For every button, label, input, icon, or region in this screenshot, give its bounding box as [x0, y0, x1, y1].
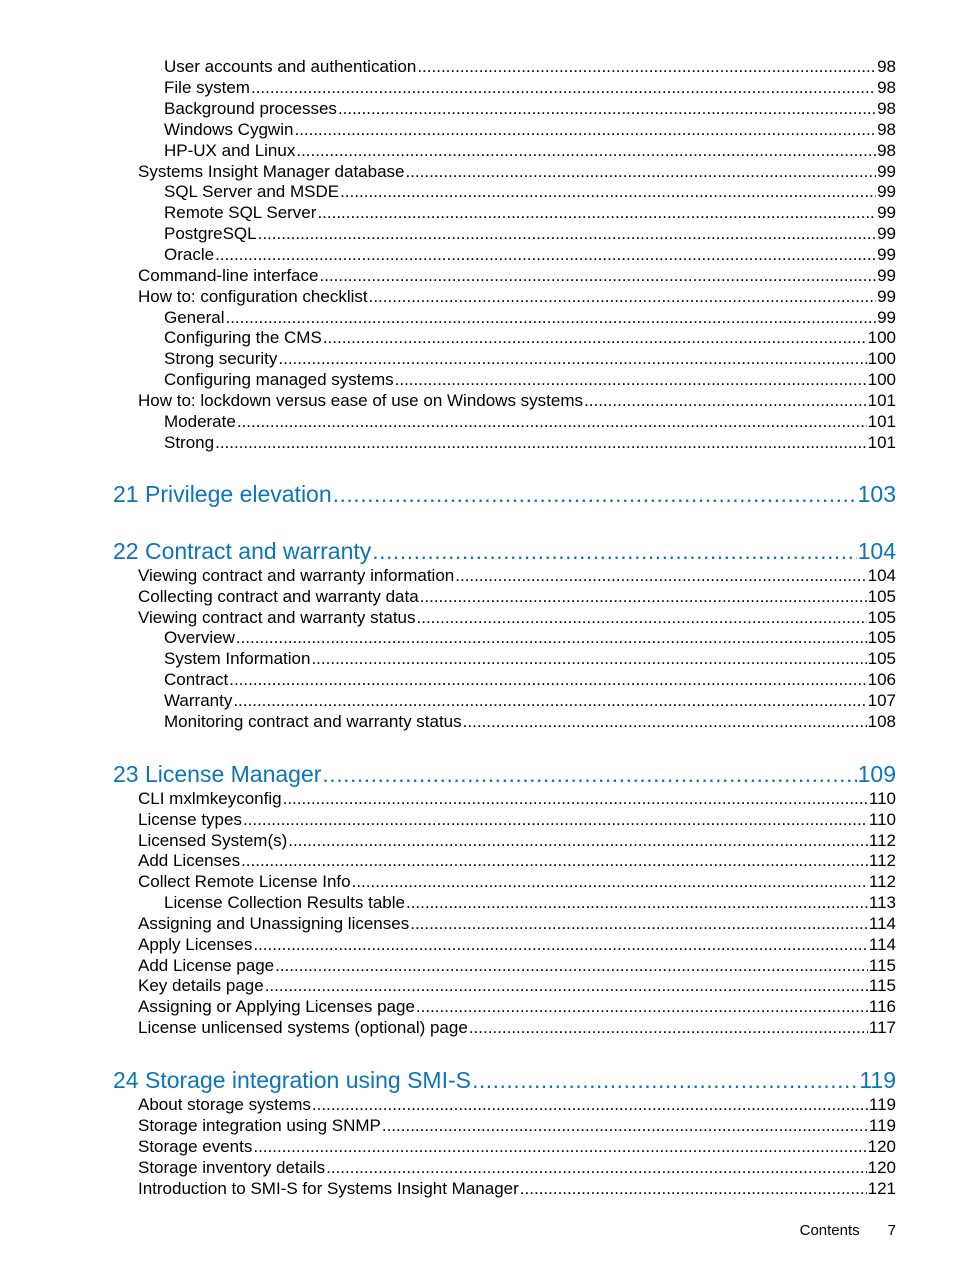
toc-entry[interactable] — [164, 181, 896, 202]
toc-entry[interactable] — [164, 369, 896, 390]
toc-entry-page-number: 104 — [857, 538, 896, 564]
dot-leader — [416, 996, 868, 1017]
toc-entry[interactable] — [138, 975, 896, 996]
toc-entry-title: About storage systems — [138, 1095, 311, 1114]
toc-entry-page-number: 120 — [867, 1137, 896, 1156]
toc-entry-page-number: 112 — [868, 872, 896, 891]
toc-entry-title: Storage events — [138, 1137, 253, 1156]
toc-entry-title: Configuring managed systems — [164, 370, 394, 389]
toc-entry[interactable] — [164, 327, 896, 348]
toc-entry-title: PostgreSQL — [164, 224, 257, 243]
dot-leader — [288, 830, 868, 851]
toc-entry[interactable] — [138, 871, 896, 892]
toc-entry-page-number: 108 — [867, 712, 896, 731]
toc-entry[interactable] — [164, 307, 896, 328]
toc-entry-page-number: 121 — [867, 1179, 896, 1198]
toc-entry-page-number: 105 — [867, 628, 896, 647]
toc-entry-title: CLI mxlmkeyconfig — [138, 789, 282, 808]
toc-entry-title: Oracle — [164, 245, 215, 264]
toc-entry-page-number: 100 — [867, 370, 896, 389]
dot-leader — [455, 565, 866, 586]
toc-entry-title: File system — [164, 78, 250, 97]
toc-entry[interactable] — [138, 1136, 896, 1157]
toc-entry[interactable] — [164, 432, 896, 453]
toc-entry[interactable] — [138, 850, 896, 871]
toc-entry-title: Strong — [164, 433, 215, 452]
toc-entry[interactable] — [138, 586, 896, 607]
toc-entry[interactable] — [138, 1178, 896, 1199]
dot-leader — [215, 432, 867, 453]
dot-leader — [406, 892, 868, 913]
toc-entry-title: Moderate — [164, 412, 236, 431]
toc-entry-page-number: 99 — [877, 162, 896, 181]
toc-entry[interactable] — [164, 140, 896, 161]
dot-leader — [258, 223, 876, 244]
toc-entry-page-number: 104 — [867, 566, 896, 585]
dot-leader — [319, 265, 876, 286]
toc-entry[interactable] — [138, 607, 896, 628]
dot-leader — [417, 56, 876, 77]
dot-leader — [469, 1017, 868, 1038]
toc-entry-title: System Information — [164, 649, 311, 668]
dot-leader — [323, 327, 867, 348]
dot-leader — [317, 202, 876, 223]
dot-leader — [311, 648, 866, 669]
toc-entry[interactable] — [138, 565, 896, 586]
toc-entry[interactable] — [138, 788, 896, 809]
toc-entry[interactable] — [138, 934, 896, 955]
toc-entry[interactable] — [164, 98, 896, 119]
toc-entry-page-number: 110 — [868, 810, 896, 829]
toc-entry-page-number: 99 — [877, 308, 896, 327]
toc-entry-page-number: 101 — [867, 391, 896, 410]
toc-entry[interactable] — [138, 286, 896, 307]
toc-entry-page-number: 99 — [877, 287, 896, 306]
toc-entry-title: Monitoring contract and warranty status — [164, 712, 462, 731]
dot-leader — [405, 161, 876, 182]
toc-entry[interactable] — [138, 161, 896, 182]
dot-leader — [410, 913, 868, 934]
toc-entry-page-number: 98 — [877, 57, 896, 76]
toc-entry-title: Add Licenses — [138, 851, 241, 870]
dot-leader — [215, 244, 876, 265]
toc-entry[interactable] — [164, 244, 896, 265]
toc-entry[interactable] — [164, 77, 896, 98]
toc-entry-page-number: 114 — [868, 914, 896, 933]
dot-leader — [382, 1115, 868, 1136]
toc-entry-title: Collect Remote License Info — [138, 872, 351, 891]
toc-entry[interactable] — [164, 690, 896, 711]
toc-entry-title: License types — [138, 810, 242, 829]
dot-leader — [472, 1066, 858, 1094]
toc-entry-title: Viewing contract and warranty status — [138, 608, 416, 627]
toc-entry-title: Configuring the CMS — [164, 328, 322, 347]
dot-leader — [372, 537, 856, 565]
toc-entry[interactable] — [164, 648, 896, 669]
dot-leader — [520, 1178, 867, 1199]
dot-leader — [584, 390, 867, 411]
toc-entry-page-number: 110 — [868, 789, 896, 808]
toc-entry-page-number: 100 — [867, 349, 896, 368]
toc-entry-title: Strong security — [164, 349, 278, 368]
toc-entry-title: SQL Server and MSDE — [164, 182, 340, 201]
toc-entry-page-number: 105 — [867, 649, 896, 668]
toc-entry[interactable] — [164, 711, 896, 732]
toc-entry-title: Command-line interface — [138, 266, 319, 285]
toc-entry-page-number: 99 — [877, 224, 896, 243]
toc-entry-title: License unlicensed systems (optional) page — [138, 1018, 468, 1037]
toc-entry[interactable] — [138, 955, 896, 976]
toc-entry-page-number: 98 — [877, 99, 896, 118]
toc-entry[interactable] — [138, 1115, 896, 1136]
dot-leader — [369, 286, 876, 307]
toc-entry[interactable] — [164, 202, 896, 223]
toc-entry-page-number: 105 — [867, 608, 896, 627]
dot-leader — [229, 669, 866, 690]
page-footer — [800, 1222, 896, 1239]
dot-leader — [338, 98, 876, 119]
toc-entry-page-number: 98 — [877, 141, 896, 160]
dot-leader — [420, 586, 867, 607]
toc-entry[interactable] — [138, 1157, 896, 1178]
dot-leader — [233, 690, 866, 711]
dot-leader — [333, 480, 857, 508]
toc-entry-title: 22 Contract and warranty — [113, 538, 372, 564]
toc-entry-title: Licensed System(s) — [138, 831, 288, 850]
dot-leader — [253, 934, 868, 955]
toc-entry-title: User accounts and authentication — [164, 57, 417, 76]
toc-entry-title: Overview — [164, 628, 235, 647]
toc-entry[interactable] — [164, 411, 896, 432]
toc-entry-title: Warranty — [164, 691, 233, 710]
toc-entry-page-number: 115 — [868, 976, 896, 995]
toc-chapter-entry[interactable] — [113, 1066, 896, 1094]
dot-leader — [294, 119, 876, 140]
toc-entry-page-number: 119 — [859, 1067, 896, 1093]
toc-entry[interactable] — [164, 669, 896, 690]
toc-entry-title: Windows Cygwin — [164, 120, 294, 139]
dot-leader — [253, 1136, 866, 1157]
toc-entry-title: 23 License Manager — [113, 761, 322, 787]
toc-entry-page-number: 109 — [857, 761, 896, 787]
toc-entry[interactable] — [164, 892, 896, 913]
toc-entry[interactable] — [138, 996, 896, 1017]
toc-entry-page-number: 101 — [867, 412, 896, 431]
toc-entry-title: HP-UX and Linux — [164, 141, 296, 160]
toc-entry-page-number: 119 — [868, 1095, 896, 1114]
toc-entry-title: General — [164, 308, 225, 327]
toc-entry-title: Introduction to SMI-S for Systems Insight Manager — [138, 1179, 519, 1198]
toc-entry-page-number: 107 — [867, 691, 896, 710]
dot-leader — [241, 850, 868, 871]
toc-entry[interactable] — [164, 223, 896, 244]
toc-chapter-entry[interactable] — [113, 537, 896, 565]
toc-entry-title: Add License page — [138, 956, 275, 975]
toc-entry-title: Systems Insight Manager database — [138, 162, 405, 181]
toc-entry-page-number: 112 — [868, 851, 896, 870]
dot-leader — [463, 711, 867, 732]
toc-chapter-entry[interactable] — [113, 760, 896, 788]
toc-entry-page-number: 103 — [857, 481, 896, 507]
dot-leader — [322, 760, 856, 788]
toc-entry-title: Assigning and Unassigning licenses — [138, 914, 410, 933]
toc-entry-title: Apply Licenses — [138, 935, 253, 954]
toc-entry-page-number: 99 — [877, 266, 896, 285]
toc-entry-title: Remote SQL Server — [164, 203, 317, 222]
dot-leader — [265, 975, 868, 996]
toc-entry[interactable] — [164, 627, 896, 648]
toc-entry[interactable] — [138, 1094, 896, 1115]
toc-entry-title: Storage integration using SNMP — [138, 1116, 381, 1135]
toc-entry-title: How to: lockdown versus ease of use on Windows systems — [138, 391, 584, 410]
dot-leader — [340, 181, 876, 202]
dot-leader — [417, 607, 867, 628]
toc-entry-title: License Collection Results table — [164, 893, 405, 912]
toc-entry[interactable] — [138, 830, 896, 851]
dot-leader — [225, 307, 876, 328]
toc-entry-page-number: 114 — [868, 935, 896, 954]
toc-entry-page-number: 106 — [867, 670, 896, 689]
toc-entry-title: Storage inventory details — [138, 1158, 326, 1177]
toc-entry-title: Contract — [164, 670, 229, 689]
toc-entry-page-number: 113 — [868, 893, 896, 912]
toc-entry-page-number: 119 — [868, 1116, 896, 1135]
toc-entry[interactable] — [138, 913, 896, 934]
toc-entry-page-number: 100 — [867, 328, 896, 347]
toc-entry-page-number: 99 — [877, 182, 896, 201]
dot-leader — [278, 348, 866, 369]
dot-leader — [243, 809, 868, 830]
toc-entry-page-number: 117 — [868, 1018, 896, 1037]
toc-entry-page-number: 105 — [867, 587, 896, 606]
toc-entry-page-number: 115 — [868, 956, 896, 975]
toc-entry-page-number: 98 — [877, 120, 896, 139]
toc-entry-page-number: 116 — [868, 997, 896, 1016]
footer-page-number: 7 — [887, 1222, 896, 1239]
toc-entry[interactable] — [138, 390, 896, 411]
toc-entry-title: Collecting contract and warranty data — [138, 587, 419, 606]
toc-entry[interactable] — [164, 348, 896, 369]
dot-leader — [312, 1094, 868, 1115]
dot-leader — [236, 627, 867, 648]
dot-leader — [326, 1157, 867, 1178]
toc-entry-title: Key details page — [138, 976, 264, 995]
toc-entry[interactable] — [138, 1017, 896, 1038]
toc-entry-title: Viewing contract and warranty information — [138, 566, 455, 585]
toc-entry-page-number: 99 — [877, 245, 896, 264]
toc-entry[interactable] — [164, 56, 896, 77]
dot-leader — [275, 955, 868, 976]
toc-chapter-entry[interactable] — [113, 480, 896, 508]
toc-entry[interactable] — [164, 119, 896, 140]
toc-entry-title: Assigning or Applying Licenses page — [138, 997, 415, 1016]
dot-leader — [251, 77, 876, 98]
toc-entry-title: 21 Privilege elevation — [113, 481, 332, 507]
toc-entry-title: 24 Storage integration using SMI-S — [113, 1067, 471, 1093]
toc-entry[interactable] — [138, 809, 896, 830]
toc-entry-page-number: 99 — [877, 203, 896, 222]
dot-leader — [296, 140, 876, 161]
toc-entry-page-number: 98 — [877, 78, 896, 97]
toc-entry-page-number: 112 — [868, 831, 896, 850]
dot-leader — [283, 788, 868, 809]
toc-entry[interactable] — [138, 265, 896, 286]
toc-entry-page-number: 120 — [867, 1158, 896, 1177]
toc-entry-page-number: 101 — [867, 433, 896, 452]
footer-label: Contents — [799, 1222, 860, 1239]
dot-leader — [352, 871, 868, 892]
dot-leader — [395, 369, 867, 390]
toc-entry-title: Background processes — [164, 99, 337, 118]
toc-entry-title: How to: configuration checklist — [138, 287, 368, 306]
dot-leader — [237, 411, 867, 432]
